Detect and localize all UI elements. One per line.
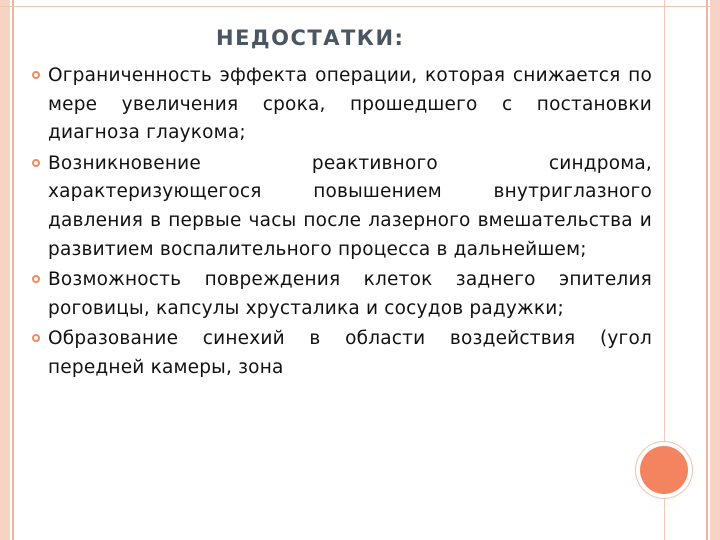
decorative-circle-icon [640, 446, 688, 494]
list-item-text: Образование синехий в области воздействия (угол передней камеры, зона [48, 328, 652, 378]
slide-title: НЕДОСТАТКИ: [216, 26, 405, 50]
list-item [32, 62, 652, 148]
list-item [32, 150, 652, 264]
list-item-text: Возможность повреждения клеток заднего эпителия роговицы, капсулы хрусталика и сосудов радужки; [48, 269, 652, 319]
right-border-band [710, 0, 720, 540]
list-item-text: Возникновение реактивного синдрома, характеризующегося повышением внутриглазного давления в первые часы после лазерного вмешательства и развитием воспалительного процесса в дальнейшем; [48, 152, 652, 260]
list-item [32, 266, 652, 323]
list-item-text: Ограниченность эффекта операции, которая снижается по мере увеличения срока, прошедшего с постановки диагноза глаукома; [48, 65, 652, 144]
left-border-band [0, 0, 10, 540]
right-border-line [706, 0, 708, 540]
top-border-line [0, 6, 720, 7]
bullet-icon [32, 159, 40, 167]
left-border-line [12, 0, 14, 540]
list-item [32, 325, 652, 382]
bullet-icon [32, 275, 40, 283]
bullet-list [32, 62, 652, 385]
bullet-icon [32, 71, 40, 79]
bullet-icon [32, 334, 40, 342]
